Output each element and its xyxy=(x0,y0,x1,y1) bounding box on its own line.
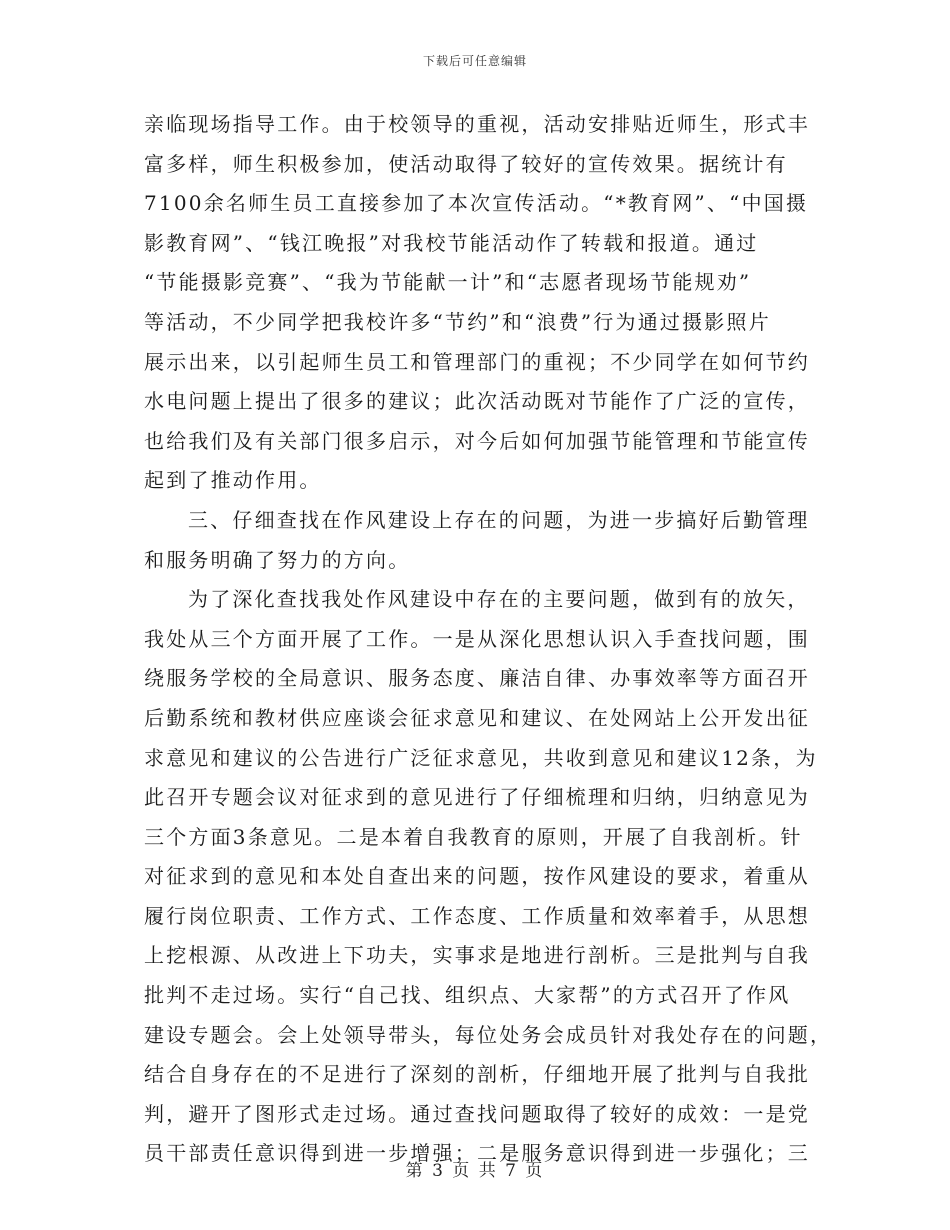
page-number-footer: 第 3 页 共 7 页 xyxy=(405,1161,545,1181)
text-line: “节能摄影竞赛”、“我为节能献一计”和“志愿者现场节能规劝” xyxy=(144,270,752,295)
text-line: 三、仔细查找在作风建设上存在的问题，为进一步搞好后勤管理 xyxy=(188,507,810,532)
text-line: 绕服务学校的全局意识、服务态度、廉洁自律、办事效率等方面召开 xyxy=(144,666,810,691)
text-line: 上挖根源、从改进上下功夫，实事求是地进行剖析。三是批判与自我 xyxy=(144,943,810,968)
text-line: 影教育网”、“钱江晚报”对我校节能活动作了转载和报道。通过 xyxy=(144,230,759,255)
text-line: 等活动，不少同学把我校许多“节约”和“浪费”行为通过摄影照片 xyxy=(144,309,771,334)
text-line: 三个方面3条意见。二是本着自我教育的原则，开展了自我剖析。针 xyxy=(144,824,803,849)
text-line: 起到了推动作用。 xyxy=(144,468,322,493)
text-line: 建设专题会。会上处领导带头，每位处务会成员针对我处存在的问题， xyxy=(144,1022,833,1047)
text-line: 员干部责任意识得到进一步增强；二是服务意识得到进一步强化；三 xyxy=(144,1141,810,1166)
text-line: 我处从三个方面开展了工作。一是从深化思想认识入手查找问题，围 xyxy=(144,626,810,651)
text-line: 7100余名师生员工直接参加了本次宣传活动。“*教育网”、“中国摄 xyxy=(144,191,809,216)
text-line: 也给我们及有关部门很多启示，对今后如何加强节能管理和节能宣传 xyxy=(144,428,810,453)
text-line: 展示出来，以引起师生员工和管理部门的重视；不少同学在如何节约 xyxy=(144,349,810,374)
text-line: 和服务明确了努力的方向。 xyxy=(144,547,411,572)
text-line: 后勤系统和教材供应座谈会征求意见和建议、在处网站上公开发出征 xyxy=(144,705,810,730)
text-line: 此召开专题会议对征求到的意见进行了仔细梳理和归纳，归纳意见为 xyxy=(144,785,810,810)
text-line: 履行岗位职责、工作方式、工作态度、工作质量和效率着手，从思想 xyxy=(144,903,810,928)
text-line: 为了深化查找我处作风建设中存在的主要问题，做到有的放矢， xyxy=(188,587,810,612)
text-line: 对征求到的意见和本处自查出来的问题，按作风建设的要求，着重从 xyxy=(144,864,810,889)
text-line: 求意见和建议的公告进行广泛征求意见，共收到意见和建议12条，为 xyxy=(144,745,818,770)
text-line: 亲临现场指导工作。由于校领导的重视，活动安排贴近师生，形式丰 xyxy=(144,112,810,136)
text-line: 富多样，师生积极参加，使活动取得了较好的宣传效果。据统计有 xyxy=(144,151,788,176)
page-header-note: 下载后可任意编辑 xyxy=(422,54,527,68)
document-body xyxy=(144,105,833,1174)
text-line: 水电问题上提出了很多的建议；此次活动既对节能作了广泛的宣传， xyxy=(144,389,810,414)
text-line: 结合自身存在的不足进行了深刻的剖析，仔细地开展了批判与自我批 xyxy=(144,1062,810,1087)
text-line: 判，避开了图形式走过场。通过查找问题取得了较好的成效：一是党 xyxy=(144,1101,810,1126)
text-line: 批判不走过场。实行“自己找、组织点、大家帮”的方式召开了作风 xyxy=(144,983,791,1008)
